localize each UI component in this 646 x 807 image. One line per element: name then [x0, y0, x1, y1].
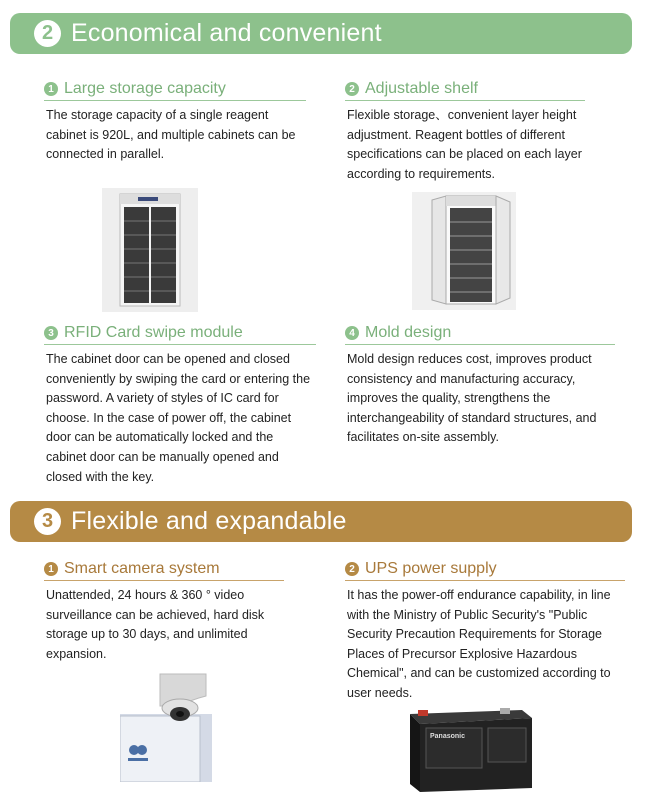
banner-title: Economical and convenient	[71, 19, 382, 47]
feature-header	[345, 80, 585, 101]
feature-header	[345, 324, 615, 345]
feature-number: 3	[44, 326, 58, 340]
feature-title: Adjustable shelf	[365, 80, 478, 97]
feature-number: 2	[345, 562, 359, 576]
feature-smart-camera	[44, 560, 284, 664]
feature-description: Unattended, 24 hours & 360 ° video surveillance can be achieved, hard disk storage up to 30 days, and unlimited expansion.	[46, 588, 265, 661]
feature-title: Mold design	[365, 324, 452, 341]
feature-adjustable-shelf	[345, 80, 585, 184]
feature-rfid-module	[44, 324, 316, 487]
feature-ups-power	[345, 560, 625, 704]
dome-camera-image	[120, 670, 212, 782]
feature-title: Large storage capacity	[64, 80, 226, 97]
banner-title: Flexible and expandable	[71, 507, 347, 535]
feature-header	[44, 324, 316, 345]
feature-large-storage	[44, 80, 306, 165]
feature-description: The cabinet door can be opened and closed conveniently by swiping the card or entering the password. A variety of styles of IC card for choose. In the case of power off, the cabinet door can be automatically locked and the cabinet door can be manually opened and closed with the key.	[46, 352, 311, 484]
feature-description: The storage capacity of a single reagent cabinet is 920L, and multiple cabinets can be connected in parallel.	[46, 108, 296, 162]
battery-brand-label: Panasonic	[430, 733, 466, 740]
feature-description: It has the power-off endurance capability, in line with the Ministry of Public Security's "Public Security Precaution Requirements for Storage Places of Precursor Explosive Hazardous Chemical", and can be customized according to user needs.	[347, 588, 611, 700]
feature-title: UPS power supply	[365, 560, 497, 577]
feature-number: 4	[345, 326, 359, 340]
reagent-cabinet-image	[102, 188, 198, 312]
feature-number: 1	[44, 82, 58, 96]
feature-header	[44, 80, 306, 101]
feature-number: 1	[44, 562, 58, 576]
ups-battery-image	[400, 704, 536, 796]
section-banner-economical	[10, 13, 632, 54]
feature-header	[345, 560, 625, 581]
open-cabinet-image	[412, 192, 516, 310]
feature-title: RFID Card swipe module	[64, 324, 243, 341]
feature-description: Mold design reduces cost, improves product consistency and manufacturing accuracy, improves the quality, strengthens the interchangeability of standard structures, and facilitates on-site assembly.	[347, 352, 597, 445]
feature-number: 2	[345, 82, 359, 96]
feature-header	[44, 560, 284, 581]
banner-number: 2	[34, 20, 61, 47]
feature-title: Smart camera system	[64, 560, 220, 577]
section-banner-flexible	[10, 501, 632, 542]
feature-description: Flexible storage、convenient layer height adjustment. Reagent bottles of different specifications can be placed on each layer according to requirements.	[347, 108, 582, 181]
banner-number: 3	[34, 508, 61, 535]
feature-mold-design	[345, 324, 615, 448]
